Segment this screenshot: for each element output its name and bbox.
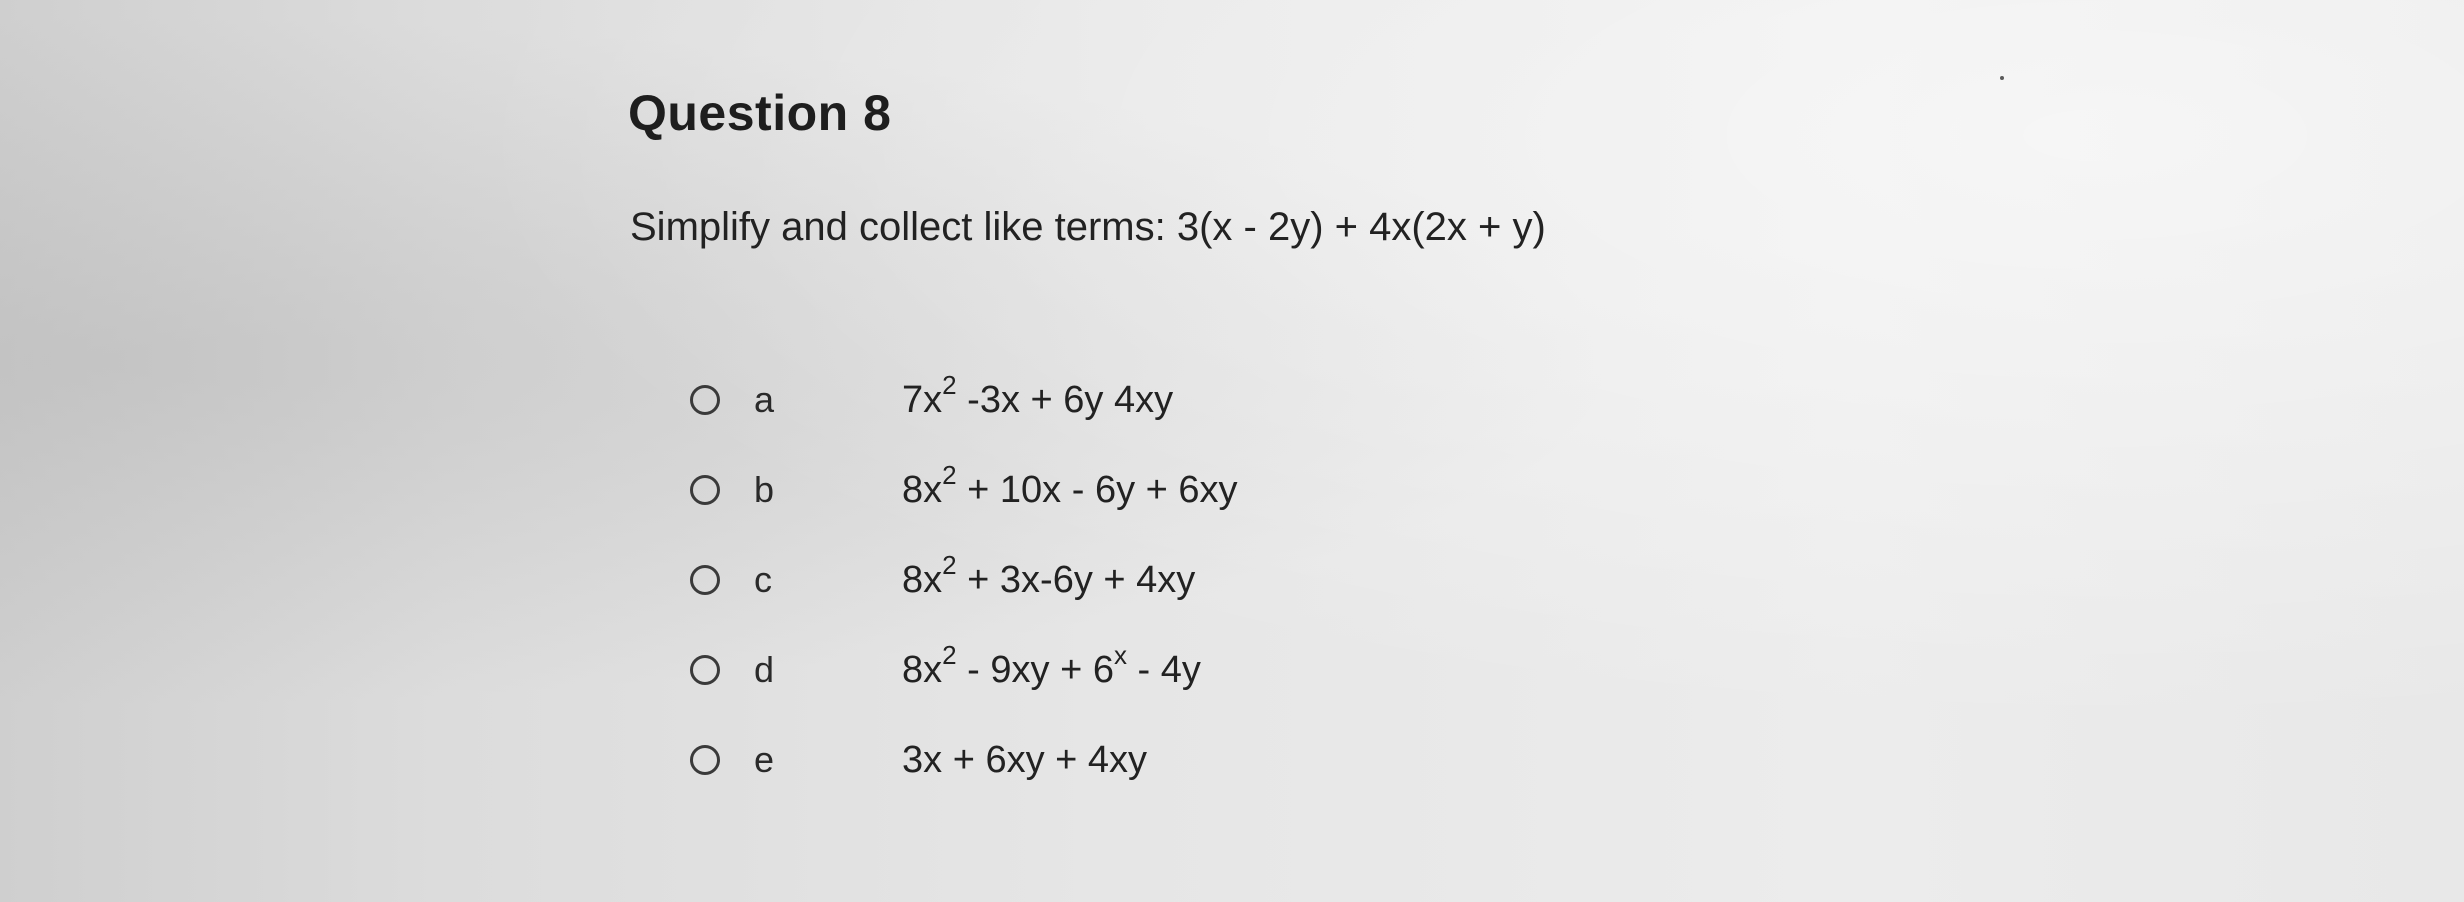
radio-button-e[interactable]: [690, 745, 720, 775]
radio-button-d[interactable]: [690, 655, 720, 685]
option-letter: e: [754, 739, 775, 780]
option-c[interactable]: [690, 535, 1238, 625]
option-answer: $8x^2 - 9xy + 6^x - 4y$: [902, 639, 1201, 691]
option-answer: $7x^2$ -3x + 6y 4xy: [902, 369, 1174, 421]
screen-speck: [2000, 76, 2004, 80]
option-letter: b: [754, 469, 775, 510]
radio-button-a[interactable]: [690, 385, 720, 415]
option-letter: a: [754, 379, 775, 420]
question-title: Question 8: [628, 85, 892, 141]
radio-button-c[interactable]: [690, 565, 720, 595]
option-answer: $8x^2 + 3x-6y + 4xy$: [902, 549, 1196, 601]
option-letter: d: [754, 649, 775, 690]
option-answer: $8x^2 + 10x - 6y + 6xy$: [902, 459, 1238, 511]
option-a[interactable]: [690, 355, 1238, 445]
option-answer: 3x + 6xy + 4xy: [902, 738, 1148, 781]
option-e[interactable]: [690, 715, 1238, 805]
radio-button-b[interactable]: [690, 475, 720, 505]
option-b[interactable]: [690, 445, 1238, 535]
answer-options-list: [690, 355, 1238, 805]
question-prompt: Simplify and collect like terms: 3(x - 2y) + 4x(2x + y): [630, 205, 1546, 249]
option-letter: c: [754, 559, 772, 600]
option-d[interactable]: [690, 625, 1238, 715]
